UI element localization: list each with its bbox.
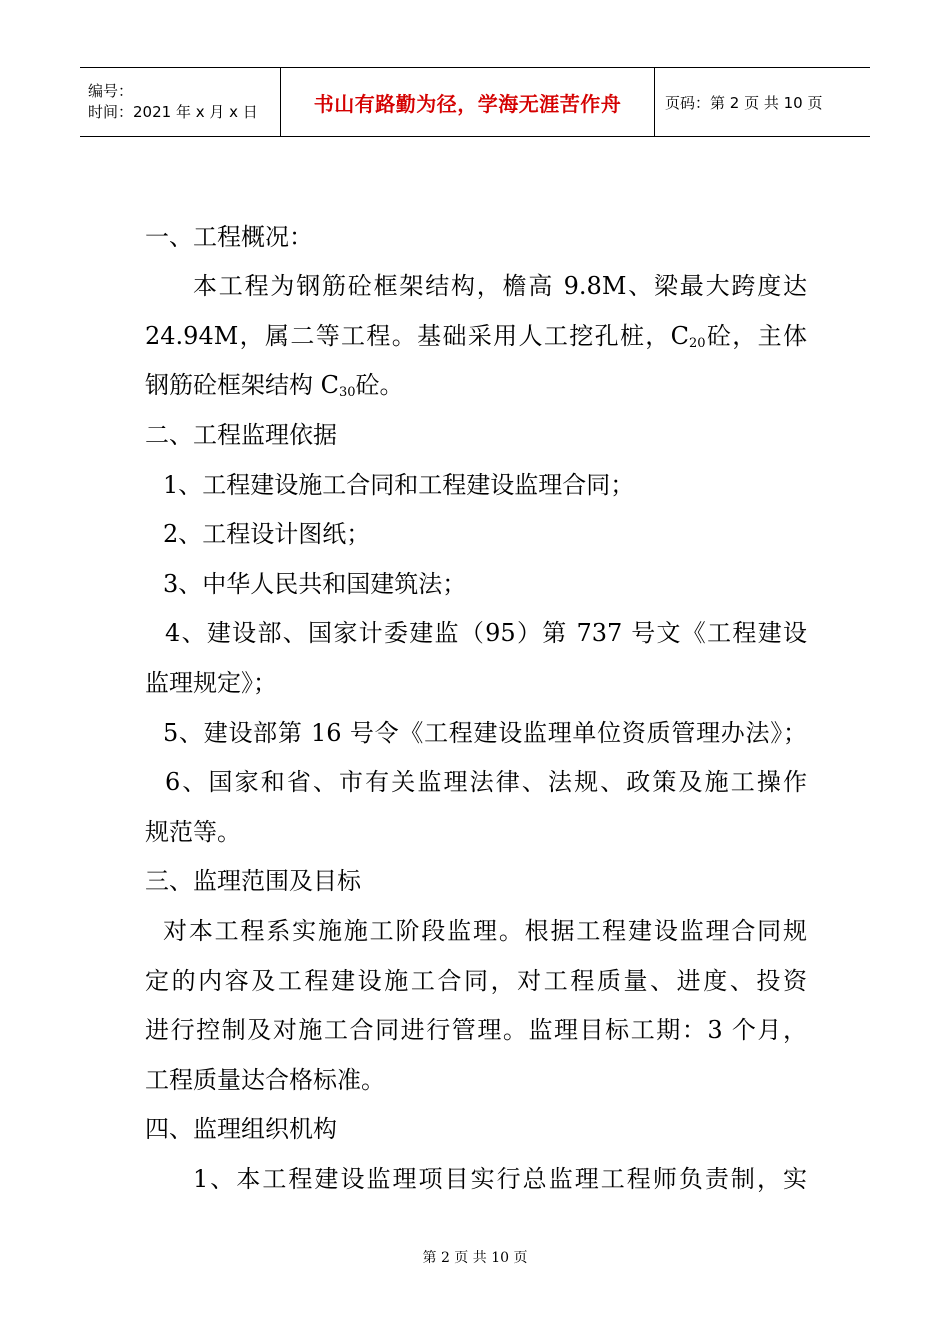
paragraph-line: 钢筋砼框架结构 $C_{30}$砼。 bbox=[145, 371, 404, 400]
document-time: 时间：2021 年 x 月 x 日 bbox=[88, 103, 258, 121]
section-heading: 四、监理组织机构 bbox=[145, 1115, 337, 1143]
paragraph-line: 进行控制及对施工合同进行管理。监理目标工期：3 个月， bbox=[145, 1016, 807, 1044]
header-motto-cell bbox=[281, 68, 655, 136]
paragraph-line: 24.94M，属二等工程。基础采用人工挖孔桩，$C_{20}$砼，主体 bbox=[145, 322, 807, 351]
paragraph-line: 定的内容及工程建设施工合同，对工程质量、进度、投资 bbox=[145, 967, 807, 995]
section-heading: 二、工程监理依据 bbox=[145, 421, 337, 449]
header-page-info-cell bbox=[655, 68, 870, 136]
header-page-info: 页码：第 2 页 共 10 页 bbox=[665, 93, 823, 112]
list-item: 4、建设部、国家计委建监（95）第 737 号文《工程建设 bbox=[165, 619, 807, 647]
section-heading: 一、工程概况： bbox=[145, 223, 313, 251]
list-item: 5、建设部第 16 号令《工程建设监理单位资质管理办法》； bbox=[163, 719, 807, 747]
header-meta bbox=[80, 68, 281, 136]
paragraph-line: 本工程为钢筋砼框架结构，檐高 9.8M、梁最大跨度达 bbox=[193, 272, 807, 300]
list-item: 1、本工程建设监理项目实行总监理工程师负责制，实 bbox=[193, 1165, 807, 1193]
paragraph-line: 工程质量达合格标准。 bbox=[145, 1066, 385, 1094]
document-number-label: 编号： bbox=[88, 82, 134, 100]
list-item: 6、国家和省、市有关监理法律、法规、政策及施工操作 bbox=[165, 768, 807, 796]
list-item: 规范等。 bbox=[145, 818, 241, 846]
document-header bbox=[80, 67, 870, 137]
list-item: 3、中华人民共和国建筑法； bbox=[163, 570, 467, 598]
list-item: 1、工程建设施工合同和工程建设监理合同； bbox=[163, 471, 635, 499]
list-item: 2、工程设计图纸； bbox=[163, 520, 371, 548]
header-motto: 书山有路勤为径，学海无涯苦作舟 bbox=[313, 91, 622, 116]
section-heading: 三、监理范围及目标 bbox=[145, 867, 361, 895]
page-footer: 第 2 页 共 10 页 bbox=[422, 1250, 528, 1266]
list-item: 监理规定》； bbox=[145, 669, 277, 697]
paragraph-line: 对本工程系实施施工阶段监理。根据工程建设监理合同规 bbox=[163, 917, 807, 945]
